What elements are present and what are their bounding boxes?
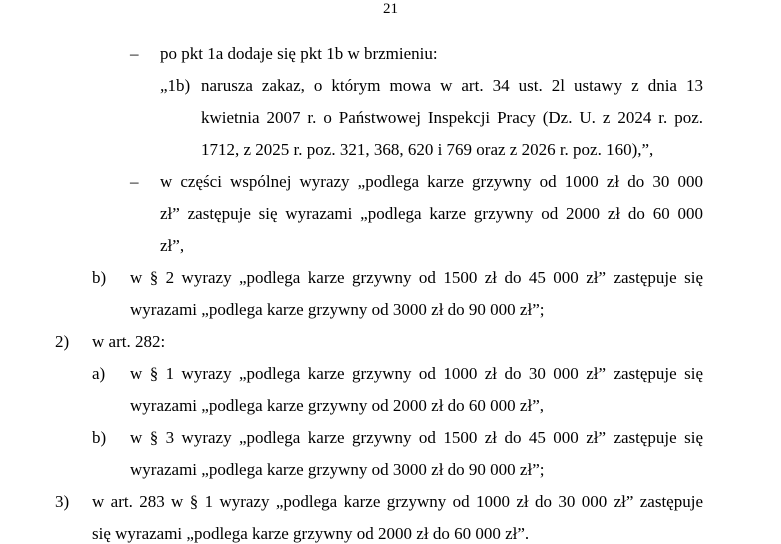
item-text-line: w § 1 wyrazy „podlega karze grzywny od 1000 zł do 30 000 zł” zastępuje się [130,364,703,383]
item-marker: „1b) [160,76,191,95]
item-text-line: wyrazami „podlega karze grzywny od 3000 zł do 90 000 zł”; [130,300,545,319]
item-marker: 3) [55,492,70,511]
item-text-line: w art. 283 w § 1 wyrazy „podlega karze grzywny od 1000 zł do 30 000 zł” zastępuje [92,492,703,511]
item-text-line: w części wspólnej wyrazy „podlega karze grzywny od 1000 zł do 30 000 [160,172,703,191]
item-text-line: zł” zastępuje się wyrazami „podlega karze grzywny od 2000 zł do 60 000 [160,204,703,223]
item-text-line: w art. 282: [92,332,166,351]
item-text-line: w § 3 wyrazy „podlega karze grzywny od 1500 zł do 45 000 zł” zastępuje się [130,428,703,447]
item-text-line: się wyrazami „podlega karze grzywny od 2000 zł do 60 000 zł”. [92,524,530,543]
item-text-line: kwietnia 2007 r. o Państwowej Inspekcji Pracy (Dz. U. z 2024 r. poz. [201,108,703,127]
item-marker: a) [92,364,106,383]
item-text-line: zł”, [160,236,185,255]
item-text-line: po pkt 1a dodaje się pkt 1b w brzmieniu: [160,44,438,63]
item-text-line: w § 2 wyrazy „podlega karze grzywny od 1500 zł do 45 000 zł” zastępuje się [130,268,703,287]
item-text-line: narusza zakaz, o którym mowa w art. 34 ust. 2l ustawy z dnia 13 [201,76,703,95]
item-marker: – [130,172,139,191]
item-marker: – [130,44,139,63]
page-number: 21 [383,1,398,17]
item-text-line: wyrazami „podlega karze grzywny od 3000 zł do 90 000 zł”; [130,460,545,479]
item-text-line: 1712, z 2025 r. poz. 321, 368, 620 i 769 oraz z 2026 r. poz. 160),”, [201,140,654,159]
item-text-line: wyrazami „podlega karze grzywny od 2000 zł do 60 000 zł”, [130,396,544,415]
item-marker: 2) [55,332,70,351]
item-marker: b) [92,428,107,447]
item-marker: b) [92,268,107,287]
